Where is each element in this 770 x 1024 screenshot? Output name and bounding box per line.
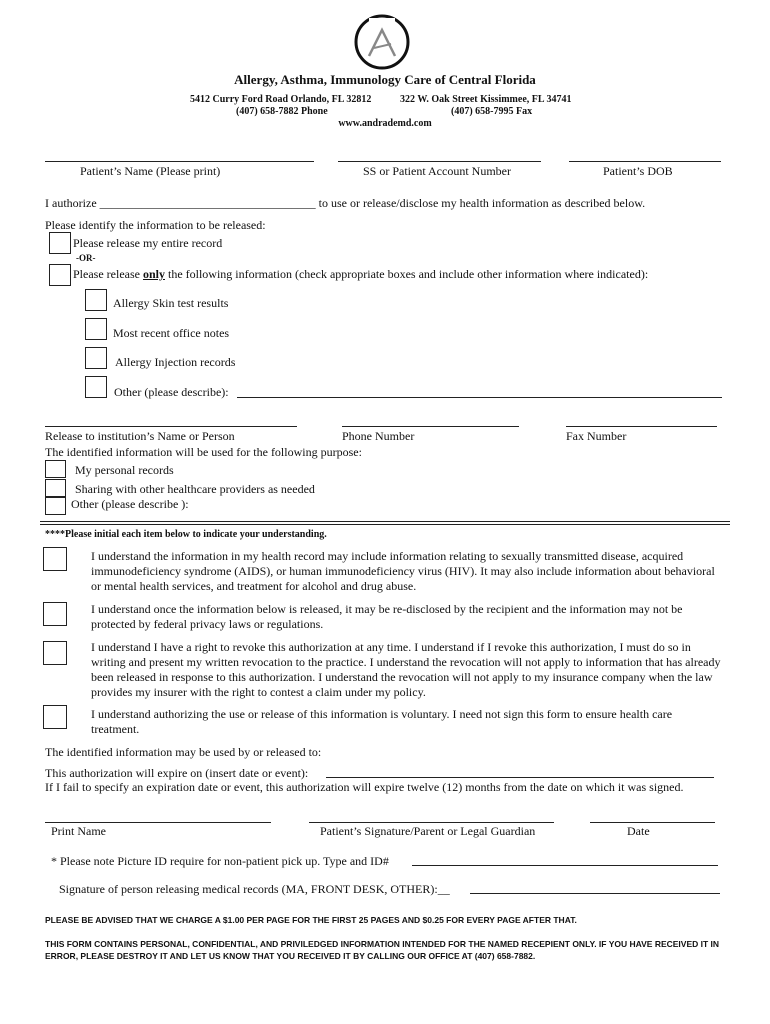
purpose-heading: The identified information will be used for the following purpose: [45, 445, 362, 459]
logo-circle-icon [347, 14, 417, 70]
authorize-blank[interactable]: ____________________________________ [99, 196, 316, 210]
skin-test-checkbox[interactable] [85, 289, 107, 311]
recipient-phone-line[interactable] [342, 426, 519, 427]
initial-box-4[interactable] [43, 705, 67, 729]
section-divider [40, 521, 730, 522]
other-info-line[interactable] [237, 397, 722, 398]
charge-notice: PLEASE BE ADVISED THAT WE CHARGE A $1.00 PER PAGE FOR THE FIRST 25 PAGES AND $0.25 FOR EVERY PAGE AFTER THAT. [45, 915, 577, 925]
recipient-fax-line[interactable] [566, 426, 717, 427]
dob-line[interactable] [569, 161, 721, 162]
initial-box-2[interactable] [43, 602, 67, 626]
phone-number: (407) 658-7882 Phone [236, 106, 328, 117]
other-purpose-label: Other (please describe ): [71, 497, 189, 511]
other-info-label: Other (please describe): [114, 385, 229, 399]
address-kissimmee: 322 W. Oak Street Kissimmee, FL 34741 [400, 94, 572, 105]
or-text: -OR- [76, 253, 96, 263]
initial-item-3: I understand I have a right to revoke this authorization at any time. I understand if I revoke this authorization, I must do so in writing and present my written revocation to the practice. I understand the revocation will not apply to information that has already been released in response to this authorization. I understand the revocation will not apply to my insurance company when the law provides my insurer with the right to contest a claim under my policy. [91, 640, 721, 699]
other-purpose-checkbox[interactable] [45, 497, 66, 515]
date-label: Date [627, 824, 650, 838]
patient-name-line[interactable] [45, 161, 314, 162]
initial-box-1[interactable] [43, 547, 67, 571]
website: www.andrademd.com [338, 118, 432, 129]
ssn-label: SS or Patient Account Number [363, 164, 511, 178]
address-orlando: 5412 Curry Ford Road Orlando, FL 32812 [190, 94, 372, 105]
initial-item-2: I understand once the information below is released, it may be re-disclosed by the recipient and the information may not be protected by federal privacy laws or regulations. [91, 602, 683, 631]
section-divider-2 [40, 524, 730, 525]
initial-box-3[interactable] [43, 641, 67, 665]
personal-records-checkbox[interactable] [45, 460, 66, 478]
entire-record-checkbox[interactable] [49, 232, 71, 254]
patient-name-label: Patient’s Name (Please print) [80, 164, 221, 178]
signature-label: Patient’s Signature/Parent or Legal Guardian [320, 824, 536, 838]
sharing-providers-label: Sharing with other healthcare providers as needed [75, 482, 315, 496]
confidential-notice: THIS FORM CONTAINS PERSONAL, CONFIDENTIAL, AND PRIVILEDGED INFORMATION INTENDED FOR THE NAMED RECEPIENT ONLY. IF YOU HAVE RECEIVED IT IN ERROR, PLEASE DESTROY IT AND LET US KNOW THAT YOU RECEIVED IT BY CALLING OUR OFFICE AT (407) 658-7882. [45, 939, 720, 961]
initial-item-1: I understand the information in my health record may include information relating to sexually transmitted disease, acquired immunodeficiency syndrome (AIDS), or human immunodeficiency virus (HIV). It may also include information about behavioral or mental health services, and treatment for alcohol and drug abuse. [91, 549, 715, 593]
release-only-checkbox[interactable] [49, 264, 71, 286]
expiration-default-text: If I fail to specify an expiration date or event, this authorization will expire twelve (12) months from the date on which it was signed. [45, 780, 684, 794]
personal-records-label: My personal records [75, 463, 174, 477]
authorize-prefix: I authorize [45, 196, 97, 210]
initials-heading: ****Please initial each item below to indicate your understanding. [45, 529, 327, 540]
release-only-word: only [142, 267, 165, 281]
fax-number: (407) 658-7995 Fax [451, 106, 533, 117]
sharing-providers-checkbox[interactable] [45, 479, 66, 497]
print-name-line[interactable] [45, 822, 271, 823]
injection-records-checkbox[interactable] [85, 347, 107, 369]
institution-line[interactable] [45, 426, 297, 427]
expiration-text: This authorization will expire on (insert date or event): [45, 766, 309, 780]
recipient-phone-label: Phone Number [342, 429, 415, 443]
office-notes-label: Most recent office notes [113, 326, 230, 340]
practice-logo [347, 14, 417, 70]
releaser-signature-text: Signature of person releasing medical records (MA, FRONT DESK, OTHER):__ [59, 882, 450, 896]
release-only-suffix: the following information (check appropriate boxes and include other information where indicated): [164, 267, 649, 281]
print-name-label: Print Name [51, 824, 106, 838]
other-info-checkbox[interactable] [85, 376, 107, 398]
picture-id-line[interactable] [412, 865, 718, 866]
release-only-label [73, 267, 648, 281]
signature-line[interactable] [309, 822, 554, 823]
release-only-prefix: Please release [73, 267, 143, 281]
injection-records-label: Allergy Injection records [115, 355, 236, 369]
picture-id-text: * Please note Picture ID require for non-patient pick up. Type and ID# [51, 854, 389, 868]
initial-item-4: I understand authorizing the use or release of this information is voluntary. I need not sign this form to ensure health care treatment. [91, 707, 673, 736]
practice-name: Allergy, Asthma, Immunology Care of Central Florida [234, 72, 536, 87]
release-to-text: The identified information may be used by or released to: [45, 745, 322, 759]
recipient-fax-label: Fax Number [566, 429, 627, 443]
expiration-line[interactable] [326, 777, 714, 778]
entire-record-label: Please release my entire record [73, 236, 223, 250]
date-line[interactable] [590, 822, 715, 823]
institution-label: Release to institution’s Name or Person [45, 429, 235, 443]
ssn-line[interactable] [338, 161, 541, 162]
release-info-heading: Please identify the information to be released: [45, 218, 266, 232]
skin-test-label: Allergy Skin test results [113, 296, 229, 310]
dob-label: Patient’s DOB [603, 164, 673, 178]
releaser-signature-line[interactable] [470, 893, 720, 894]
office-notes-checkbox[interactable] [85, 318, 107, 340]
authorize-line [45, 196, 645, 210]
authorize-suffix: to use or release/disclose my health information as described below. [318, 196, 646, 210]
